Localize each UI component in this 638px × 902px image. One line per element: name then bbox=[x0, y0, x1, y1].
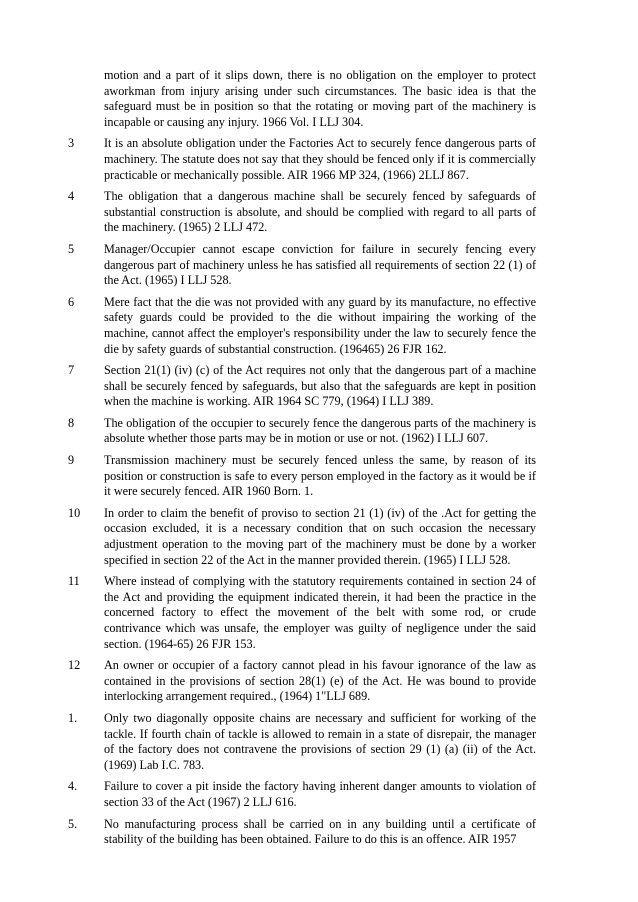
list-item bbox=[68, 189, 536, 236]
item-number: 4 bbox=[68, 189, 75, 204]
item-number: 9 bbox=[68, 453, 75, 468]
item-text: Section 21(1) (iv) (c) of the Act requires not only that the dangerous part of a machine shall be securely fenced by safeguards, but also that the safeguards are kept in position when the machine is working. AIR 1964 SC 779, (1964) I LLJ 389. bbox=[104, 363, 536, 409]
item-number: 11 bbox=[68, 574, 80, 589]
item-text: The obligation of the occupier to securely fence the dangerous parts of the machinery is absolute whether those parts may be in motion or use or not. (1962) I LLJ 607. bbox=[104, 415, 536, 446]
item-text: Failure to cover a pit inside the factory having inherent danger amounts to violation of section 33 of the Act (1967) 2 LLJ 616. bbox=[104, 779, 536, 809]
list-item bbox=[68, 658, 536, 705]
list-item bbox=[68, 242, 536, 289]
item-number: 6 bbox=[68, 294, 75, 309]
item-number: 12 bbox=[68, 658, 81, 673]
item-number: 4. bbox=[68, 779, 78, 794]
item-number: 5. bbox=[68, 816, 78, 831]
list-item bbox=[68, 817, 536, 848]
item-text: An owner or occupier of a factory cannot plead in his favour ignorance of the law as contained in the provisions of section 28(1) (e) of the Act. He was bound to provide interlocking arrangement required., (1964) 1"LLJ 689. bbox=[104, 658, 536, 704]
intro-paragraph: motion and a part of it slips down, there is no obligation on the employer to protect aworkman from injury arising under such circumstances. The basic idea is that the safeguard must be in position so that the rotating or moving part of the machinery is incapable or causing any injury. 1966 Vol. I LLJ 304. bbox=[104, 68, 536, 129]
list-item bbox=[68, 711, 536, 773]
list-item bbox=[68, 363, 536, 410]
item-text: Mere fact that the die was not provided with any guard by its manufacture, no effective safety guards could be provided to the die without impairing the working of the machine, cannot affect the employer's responsibility under the law to securely fence the die by safety guards of substantial construction. (196465) 26 FJR 162. bbox=[104, 294, 536, 356]
item-number: 8 bbox=[68, 415, 75, 430]
item-text: Manager/Occupier cannot escape conviction for failure in securely fencing every dangerous part of machinery unless he has satisfied all requirements of section 22 (1) of the Act. (1965) I LLJ 528. bbox=[104, 241, 536, 288]
item-text: Only two diagonally opposite chains are necessary and sufficient for working of the tackle. If fourth chain of tackle is allowed to remain in a state of disrepair, the manager of the factory does not contravene the provisions of section 29 (1) (a) (ii) of the Act. (1969) Lab I.C. 783. bbox=[104, 710, 536, 772]
list-item bbox=[68, 779, 536, 810]
item-number: 3 bbox=[68, 136, 75, 151]
item-number: 7 bbox=[68, 363, 75, 378]
page-body bbox=[68, 68, 536, 848]
list-item bbox=[68, 453, 536, 500]
item-number: 5 bbox=[68, 241, 75, 256]
item-text: Where instead of complying with the statutory requirements contained in section 24 of the Act and providing the equipment indicated therein, it had been the practice in the concerned factory to effect the movement of the belt with some rod, or crude contrivance which was unsafe, the employer was guilty of negligence under the said section. (1964-65) 26 FJR 153. bbox=[104, 574, 536, 651]
list-item bbox=[68, 506, 536, 568]
item-number: 1. bbox=[68, 710, 78, 725]
list-item bbox=[68, 574, 536, 652]
list-item bbox=[68, 136, 536, 183]
list-item bbox=[68, 416, 536, 447]
item-text: No manufacturing process shall be carried on in any building until a certificate of stability of the building has been obtained. Failure to do this is an offence. AIR 1957 bbox=[104, 816, 536, 847]
item-number: 10 bbox=[68, 505, 81, 520]
item-text: The obligation that a dangerous machine shall be securely fenced by safeguards of substantial construction is absolute, and should be complied with regard to all parts of the machinery. (1965) 2 LLJ 472. bbox=[104, 189, 536, 235]
item-text: In order to claim the benefit of proviso to section 21 (1) (iv) of the .Act for getting the occasion excluded, it is a necessary condition that on such occasion the necessary adjustment operation to the moving part of the machinery must be done by a worker specified in section 22 of the Act in the manner provided therein. (1965) I LLJ 528. bbox=[104, 505, 536, 567]
list-item bbox=[68, 295, 536, 357]
item-text: Transmission machinery must be securely fenced unless the same, by reason of its position or construction is safe to every person employed in the factory as it would be if it were securely fenced. AIR 1960 Born. 1. bbox=[104, 453, 536, 499]
item-text: It is an absolute obligation under the Factories Act to securely fence dangerous parts of machinery. The statute does not say that they should be fenced only if it is commercially practicable or mechanically possible. AIR 1966 MP 324, (1966) 2LLJ 867. bbox=[104, 136, 536, 182]
